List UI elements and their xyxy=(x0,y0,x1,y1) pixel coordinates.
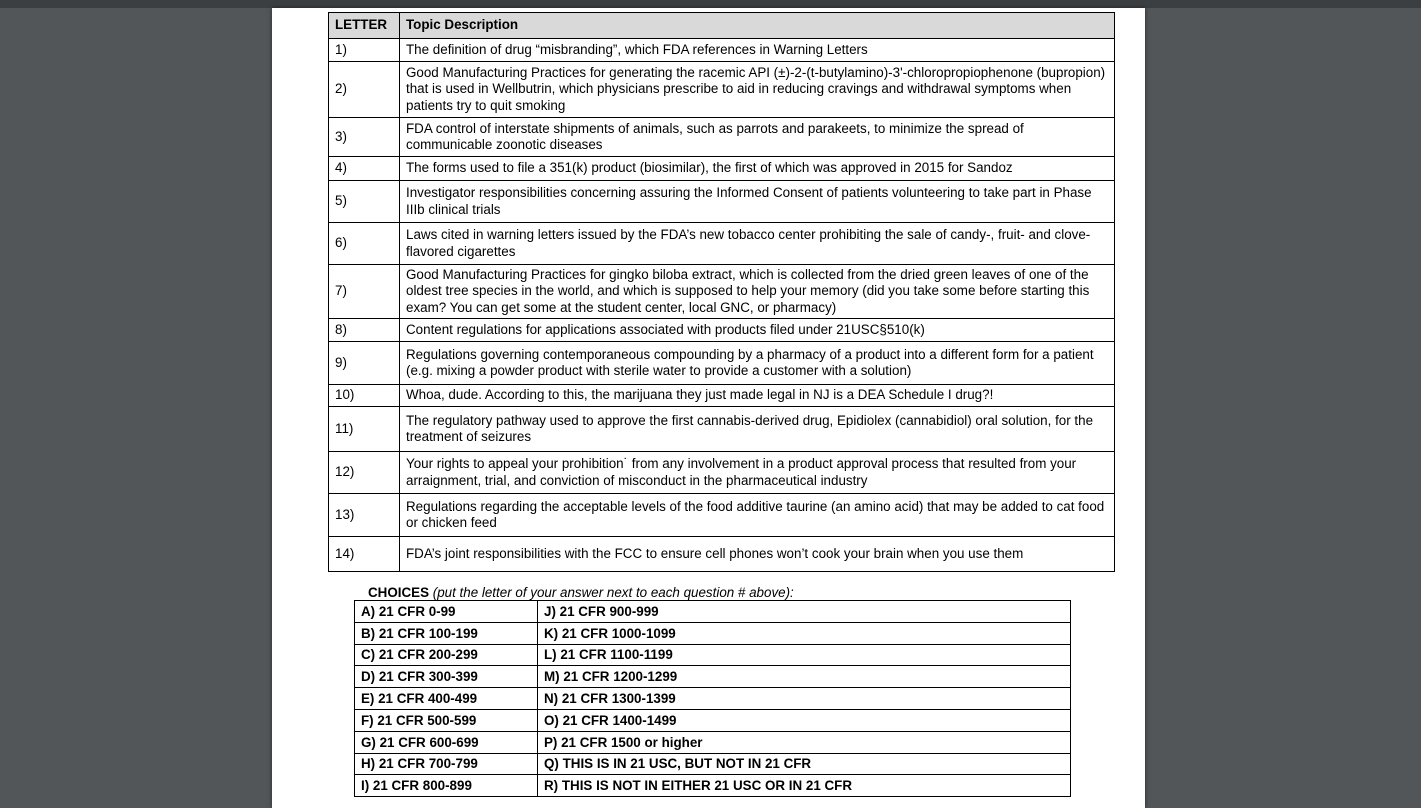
table-row xyxy=(329,319,1115,342)
row-number: 1) xyxy=(329,39,400,62)
choice-left: H) 21 CFR 700-799 xyxy=(355,753,538,775)
choice-left: D) 21 CFR 300-399 xyxy=(355,666,538,688)
letter-header: LETTER xyxy=(329,13,400,39)
viewer-toolbar xyxy=(0,0,1421,8)
row-description: Good Manufacturing Practices for generating the racemic API (±)-2-(t-butylamino)-3'-chloropropiophenone (bupropion) that is used in Wellbutrin, which physicians prescribe to aid in reducing cravings and withdrawal symptoms when patients try to quit smoking xyxy=(400,62,1115,118)
choice-right: O) 21 CFR 1400-1499 xyxy=(538,709,1071,731)
row-description: Investigator responsibilities concerning assuring the Informed Consent of patients volunteering to take part in Phase IIIb clinical trials xyxy=(400,181,1115,223)
choice-row xyxy=(355,644,1071,666)
row-description: FDA’s joint responsibilities with the FCC to ensure cell phones won’t cook your brain when you use them xyxy=(400,537,1115,572)
row-description: The regulatory pathway used to approve the first cannabis-derived drug, Epidiolex (cannabidiol) oral solution, for the treatment of seizures xyxy=(400,407,1115,452)
choices-title: CHOICES xyxy=(368,585,430,600)
choice-row xyxy=(355,601,1071,623)
choice-right: R) THIS IS NOT IN EITHER 21 USC OR IN 21 CFR xyxy=(538,775,1071,797)
choice-row xyxy=(355,709,1071,731)
topics-header-row xyxy=(329,13,1115,39)
row-description: The definition of drug “misbranding”, which FDA references in Warning Letters xyxy=(400,39,1115,62)
table-row xyxy=(329,39,1115,62)
choices-table xyxy=(354,600,1071,797)
table-row xyxy=(329,223,1115,265)
choices-heading xyxy=(368,585,794,600)
table-row xyxy=(329,342,1115,385)
row-description: Good Manufacturing Practices for gingko biloba extract, which is collected from the dried green leaves of one of the oldest tree species in the world, and which is supposed to help your memory (did you take some before starting this exam? You can get some at the student center, local GNC, or pharmacy) xyxy=(400,265,1115,319)
row-description: Regulations regarding the acceptable levels of the food additive taurine (an amino acid) that may be added to cat food or chicken feed xyxy=(400,494,1115,537)
choice-right: M) 21 CFR 1200-1299 xyxy=(538,666,1071,688)
choice-right: K) 21 CFR 1000-1099 xyxy=(538,622,1071,644)
row-description: Laws cited in warning letters issued by the FDA’s new tobacco center prohibiting the sale of candy-, fruit- and clove-flavored cigarettes xyxy=(400,223,1115,265)
row-number: 10) xyxy=(329,385,400,407)
table-row xyxy=(329,62,1115,118)
row-description: Content regulations for applications associated with products filed under 21USC§510(k) xyxy=(400,319,1115,342)
row-description: FDA control of interstate shipments of animals, such as parrots and parakeets, to minimize the spread of communicable zoonotic diseases xyxy=(400,118,1115,157)
row-number: 9) xyxy=(329,342,400,385)
choice-left: C) 21 CFR 200-299 xyxy=(355,644,538,666)
row-number: 12) xyxy=(329,452,400,494)
row-description: Your rights to appeal your prohibition˙ from any involvement in a product approval process that resulted from your arraignment, trial, and conviction of misconduct in the pharmaceutical industry xyxy=(400,452,1115,494)
choice-left: G) 21 CFR 600-699 xyxy=(355,731,538,753)
row-number: 3) xyxy=(329,118,400,157)
row-number: 4) xyxy=(329,157,400,181)
row-number: 5) xyxy=(329,181,400,223)
choice-right: L) 21 CFR 1100-1199 xyxy=(538,644,1071,666)
choice-left: I) 21 CFR 800-899 xyxy=(355,775,538,797)
row-number: 8) xyxy=(329,319,400,342)
choice-right: P) 21 CFR 1500 or higher xyxy=(538,731,1071,753)
row-description: The forms used to file a 351(k) product (biosimilar), the first of which was approved in 2015 for Sandoz xyxy=(400,157,1115,181)
table-row xyxy=(329,181,1115,223)
choice-left: E) 21 CFR 400-499 xyxy=(355,688,538,710)
table-row xyxy=(329,494,1115,537)
row-number: 14) xyxy=(329,537,400,572)
choice-left: F) 21 CFR 500-599 xyxy=(355,709,538,731)
choice-right: J) 21 CFR 900-999 xyxy=(538,601,1071,623)
choice-row xyxy=(355,688,1071,710)
table-row xyxy=(329,452,1115,494)
choice-left: B) 21 CFR 100-199 xyxy=(355,622,538,644)
topic-header: Topic Description xyxy=(400,13,1115,39)
row-number: 6) xyxy=(329,223,400,265)
choice-row xyxy=(355,775,1071,797)
table-row xyxy=(329,537,1115,572)
document-page xyxy=(272,8,1145,808)
table-row xyxy=(329,118,1115,157)
row-description: Regulations governing contemporaneous compounding by a pharmacy of a product into a different form for a patient (e.g. mixing a powder product with sterile water to provide a customer with a solution) xyxy=(400,342,1115,385)
row-number: 7) xyxy=(329,265,400,319)
table-row xyxy=(329,385,1115,407)
choice-right: N) 21 CFR 1300-1399 xyxy=(538,688,1071,710)
row-number: 2) xyxy=(329,62,400,118)
choice-row xyxy=(355,731,1071,753)
topics-table xyxy=(328,12,1115,572)
choices-instruction: (put the letter of your answer next to each question # above): xyxy=(432,585,794,600)
choice-row xyxy=(355,666,1071,688)
row-number: 13) xyxy=(329,494,400,537)
table-row xyxy=(329,265,1115,319)
table-row xyxy=(329,157,1115,181)
row-number: 11) xyxy=(329,407,400,452)
table-row xyxy=(329,407,1115,452)
choice-right: Q) THIS IS IN 21 USC, BUT NOT IN 21 CFR xyxy=(538,753,1071,775)
choice-left: A) 21 CFR 0-99 xyxy=(355,601,538,623)
row-description: Whoa, dude. According to this, the marijuana they just made legal in NJ is a DEA Schedule I drug?! xyxy=(400,385,1115,407)
choice-row xyxy=(355,753,1071,775)
choice-row xyxy=(355,622,1071,644)
